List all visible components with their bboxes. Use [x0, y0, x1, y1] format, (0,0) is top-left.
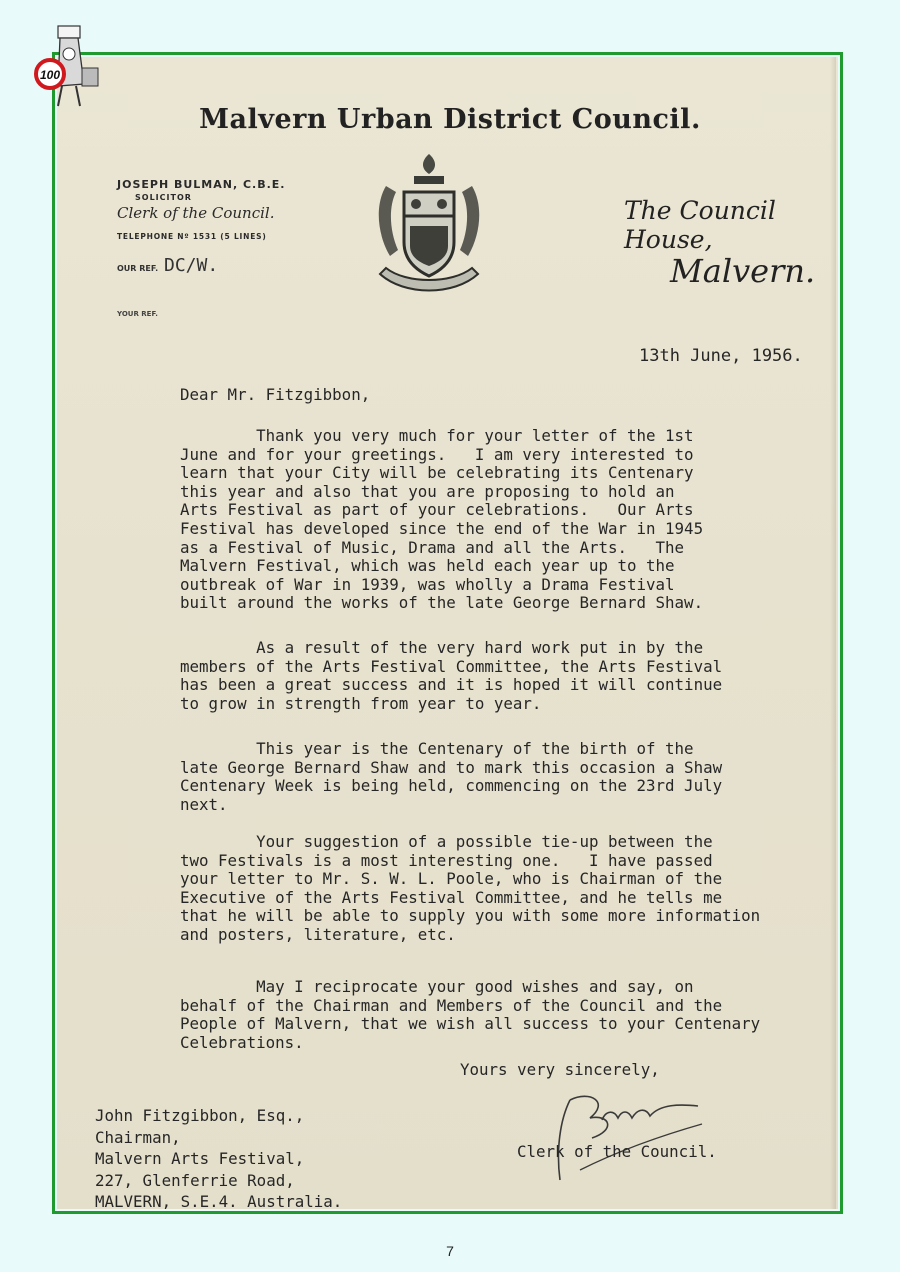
paragraph-1: Thank you very much for your letter of the 1st June and for your greetings. I am very interested to learn that your City will be celebrating its Centenary this year and also that you are proposing to hold an Arts Festival as part of your celebrations. Our Arts Festival has developed since the end of the War in 1945 as a Festival of Music, Drama and all the Arts. The Malvern Festival, which was held each year up to the outbreak of War in 1939, was wholly a Drama Festival built around the works of the late George Bernard Shaw. [180, 426, 704, 613]
badge-number: 100 [39, 68, 61, 82]
letter-date: 13th June, 1956. [639, 346, 803, 366]
paragraph-2: As a result of the very hard work put in by the members of the Arts Festival Committee, the Arts Festival has been a great success and it is hoped it will continue to grow in strength from year to year. [180, 638, 723, 713]
our-ref-value: DC/W. [164, 255, 219, 276]
telephone: TELEPHONE Nº 1531 (5 LINES) [117, 232, 267, 241]
sender-title: Clerk of the Council. [117, 204, 275, 222]
coat-of-arms-icon [364, 146, 494, 306]
our-ref [117, 255, 218, 276]
handwritten-signature [530, 1080, 730, 1190]
sender-block [117, 178, 286, 241]
paragraph-5: May I reciprocate your good wishes and say, on behalf of the Chairman and Members of the Council and the People of Malvern, that we wish all success to your Centenary Celebrations. [180, 977, 761, 1052]
council-address [624, 196, 834, 290]
paragraph-3: This year is the Centenary of the birth of the late George Bernard Shaw and to mark this occasion a Shaw Centenary Week is being held, commencing on the 23rd July next. [180, 739, 723, 814]
our-ref-label: OUR REF. [117, 264, 159, 273]
page-number: 7 [446, 1243, 454, 1259]
signer-title: Clerk of the Council. [517, 1142, 717, 1161]
address-line-2: Malvern. [670, 252, 816, 290]
closing: Yours very sincerely, [460, 1060, 660, 1079]
address-line-1: The Council House, [624, 196, 776, 254]
your-ref-label: YOUR REF. [117, 310, 158, 318]
salutation: Dear Mr. Fitzgibbon, [180, 385, 371, 404]
sender-role: SOLICITOR [135, 193, 192, 202]
centenary-mascot-icon [28, 14, 110, 114]
recipient-address: John Fitzgibbon, Esq., Chairman, Malvern Arts Festival, 227, Glenferrie Road, MALVERN, S.E.4. Australia. [95, 1106, 343, 1211]
sender-name: JOSEPH BULMAN, C.B.E. [117, 178, 286, 191]
paragraph-4: Your suggestion of a possible tie-up between the two Festivals is a most interesting one. I have passed your letter to Mr. S. W. L. Poole, who is Chairman of the Executive of the Arts Festival Committee, and he tells me that he will be able to supply you with some more information and posters, literature, etc. [180, 832, 761, 944]
council-name: Malvern Urban District Council. [199, 104, 701, 135]
